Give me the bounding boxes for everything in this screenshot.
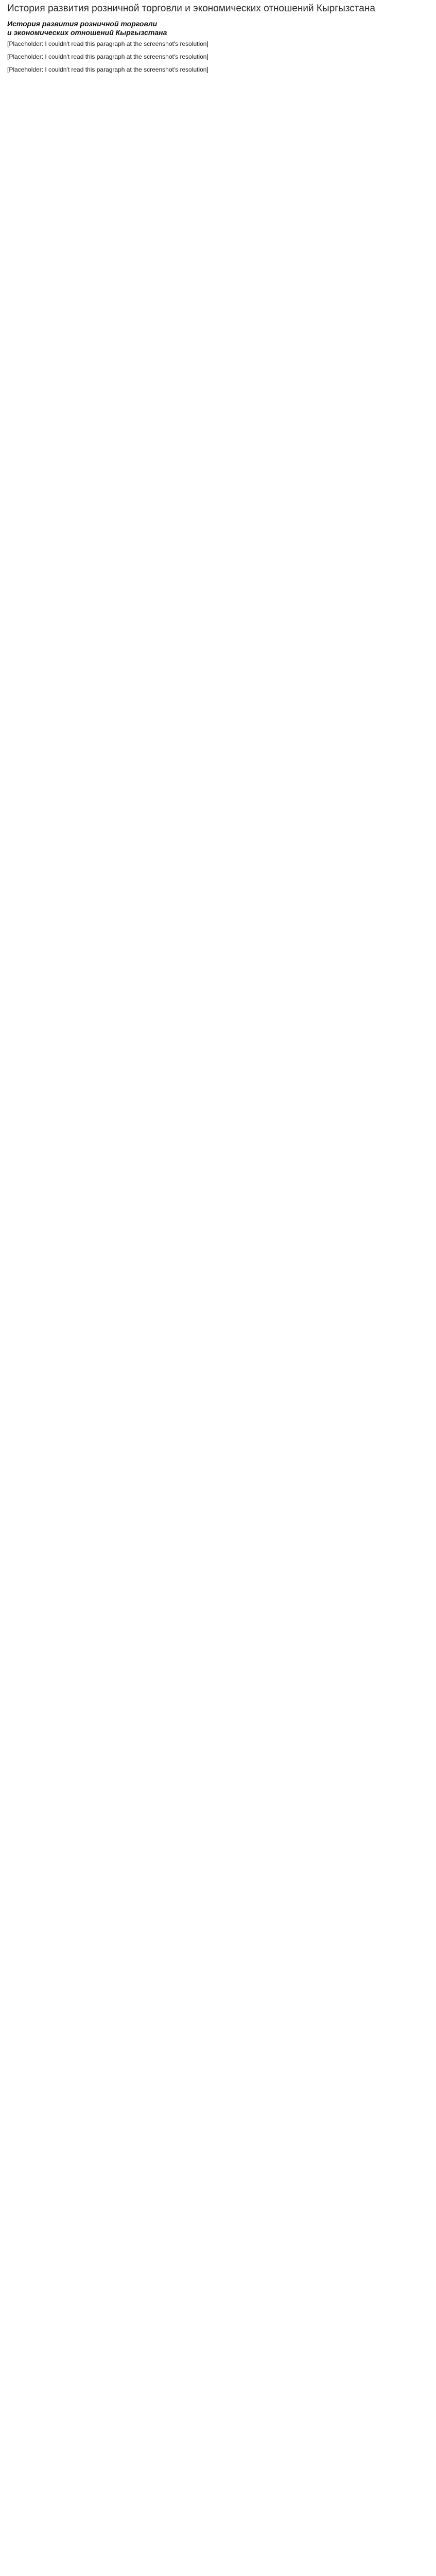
article-paragraph: [Placeholder: I couldn't read this paragraph at the screenshot's resolution]	[7, 66, 208, 73]
article-title-line-2: и экономических отношений Кыргызстана	[7, 28, 167, 37]
article-body	[7, 40, 430, 74]
article-paragraph: [Placeholder: I couldn't read this paragraph at the screenshot's resolution]	[7, 40, 208, 47]
article-title-line-1: История развития розничной торговли	[7, 20, 158, 28]
page-title: История развития розничной торговли и экономических отношений Кыргызстана	[7, 3, 375, 14]
article-paragraph: [Placeholder: I couldn't read this paragraph at the screenshot's resolution]	[7, 53, 208, 60]
article-title	[7, 20, 430, 37]
